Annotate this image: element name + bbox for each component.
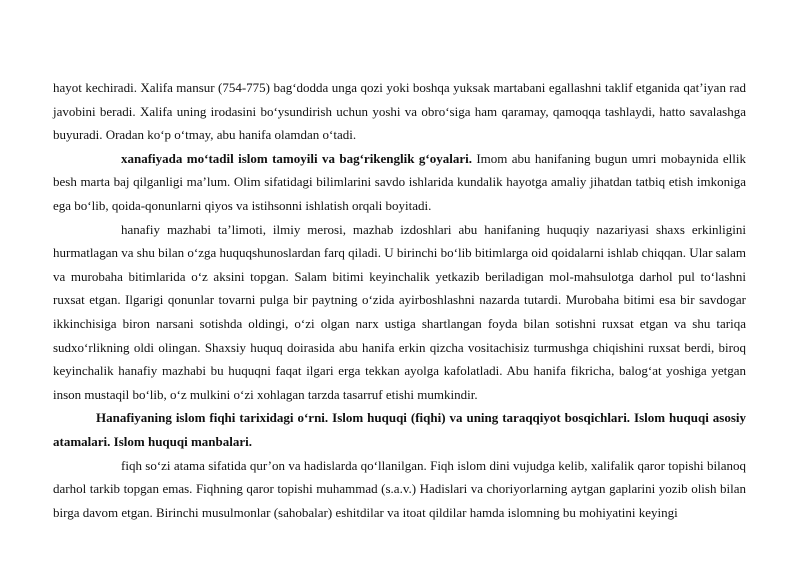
paragraph-intro: hayot kechiradi. Xalifa mansur (754-775) bag‘dodda unga qozi yoki boshqa yuksak martabani egallashni taklif etganida qat’iyan rad javobini beradi. Xalifa uning irodasini bo‘ysundirish uchun yoshi va obro‘siga ham qaramay, qamoqqa tashlaydi, hatto savalashga buyuradi. Oradan ko‘p o‘tmay, abu hanifa olamdan o‘tadi. [53, 80, 746, 143]
paragraph-fiqh: fiqh so‘zi atama sifatida qur’on va hadislarda qo‘llanilgan. Fiqh islom dini vujudga kelib, xalifalik qaror topishi bilanoq darhol tarkib topgan emas. Fiqhning qaror topishi muhammad (s.a.v.) Hadislari va choriyorlarning aytgan gaplarini yozib olish bilan birga davom etgan. Birinchi musulmonlar (sahobalar) eshitdilar va itoat qildilar hamda islomning bu mohiyatini keyingi [53, 457, 746, 520]
paragraph-hanafiya-text: Imom abu hanifaning bugun umri mobaynida ellik besh marta baj qilganligi ma’lum. Olim sifatidagi bilimlarini savdo ishlarida kundalik hayotga amaliy jihatdan tatbiq etish imkoniga ega bo‘lib, qoida-qonunlarni qiyos va istihsonni ishlatish orqali boyitadi. [53, 150, 746, 213]
inline-heading: xanafiyada mo‘tadil islom tamoyili va bag‘rikenglik g‘oyalari. [121, 150, 472, 166]
section-heading [53, 406, 746, 453]
paragraph-hanafiya [53, 147, 746, 218]
paragraph-mazhab: hanafiy mazhabi ta’limoti, ilmiy merosi, mazhab izdoshlari abu hanifaning huquqiy nazariyasi shaxs erkinligini hurmatlagan va shu bilan o‘zga huquqshunoslardan farq qiladi. U birinchi bo‘lib bitimlarga oid qoidalarni ishlab chiqqan. Ular salam va murobaha bitimlarida o‘z aksini topgan. Salam bitimi keyinchalik yetkazib beriladigan mol-mahsulotga darhol pul to‘lashni ruxsat etgan. Ilgarigi qonunlar tovarni pulga bir paytning o‘zida ayirboshlashni nazarda tutardi. Murobaha bitimi esa bir savdogar ikkinchisiga biron narsani sotishda oldingi, o‘zi olgan narx ustiga shartlangan foyda bilan sotishni ruxsat etgan va shu tariqa sudxo‘rlikning oldi olingan. Shaxsiy huquq doirasida abu hanifa erkin qizcha vositachisiz turmushga chiqishini ruxsat berdi, biroq keyinchalik hanafiy mazhabi bu huquqni faqat ilgari erga tekkan ayolga kafolatladi. Abu hanifa fikricha, balog‘at yoshiga yetgan inson mustaqil bo‘lib, o‘z mulkini o‘zi xohlagan tarzda tasarruf etishi mumkindir. [53, 221, 746, 402]
document-body [53, 76, 746, 524]
section-heading-text: Hanafiyaning islom fiqhi tarixidagi o‘rni. Islom huquqi (fiqhi) va uning taraqqiyot bosqichlari. Islom huquqi asosiy atamalari. Islom huquqi manbalari. [53, 410, 746, 449]
